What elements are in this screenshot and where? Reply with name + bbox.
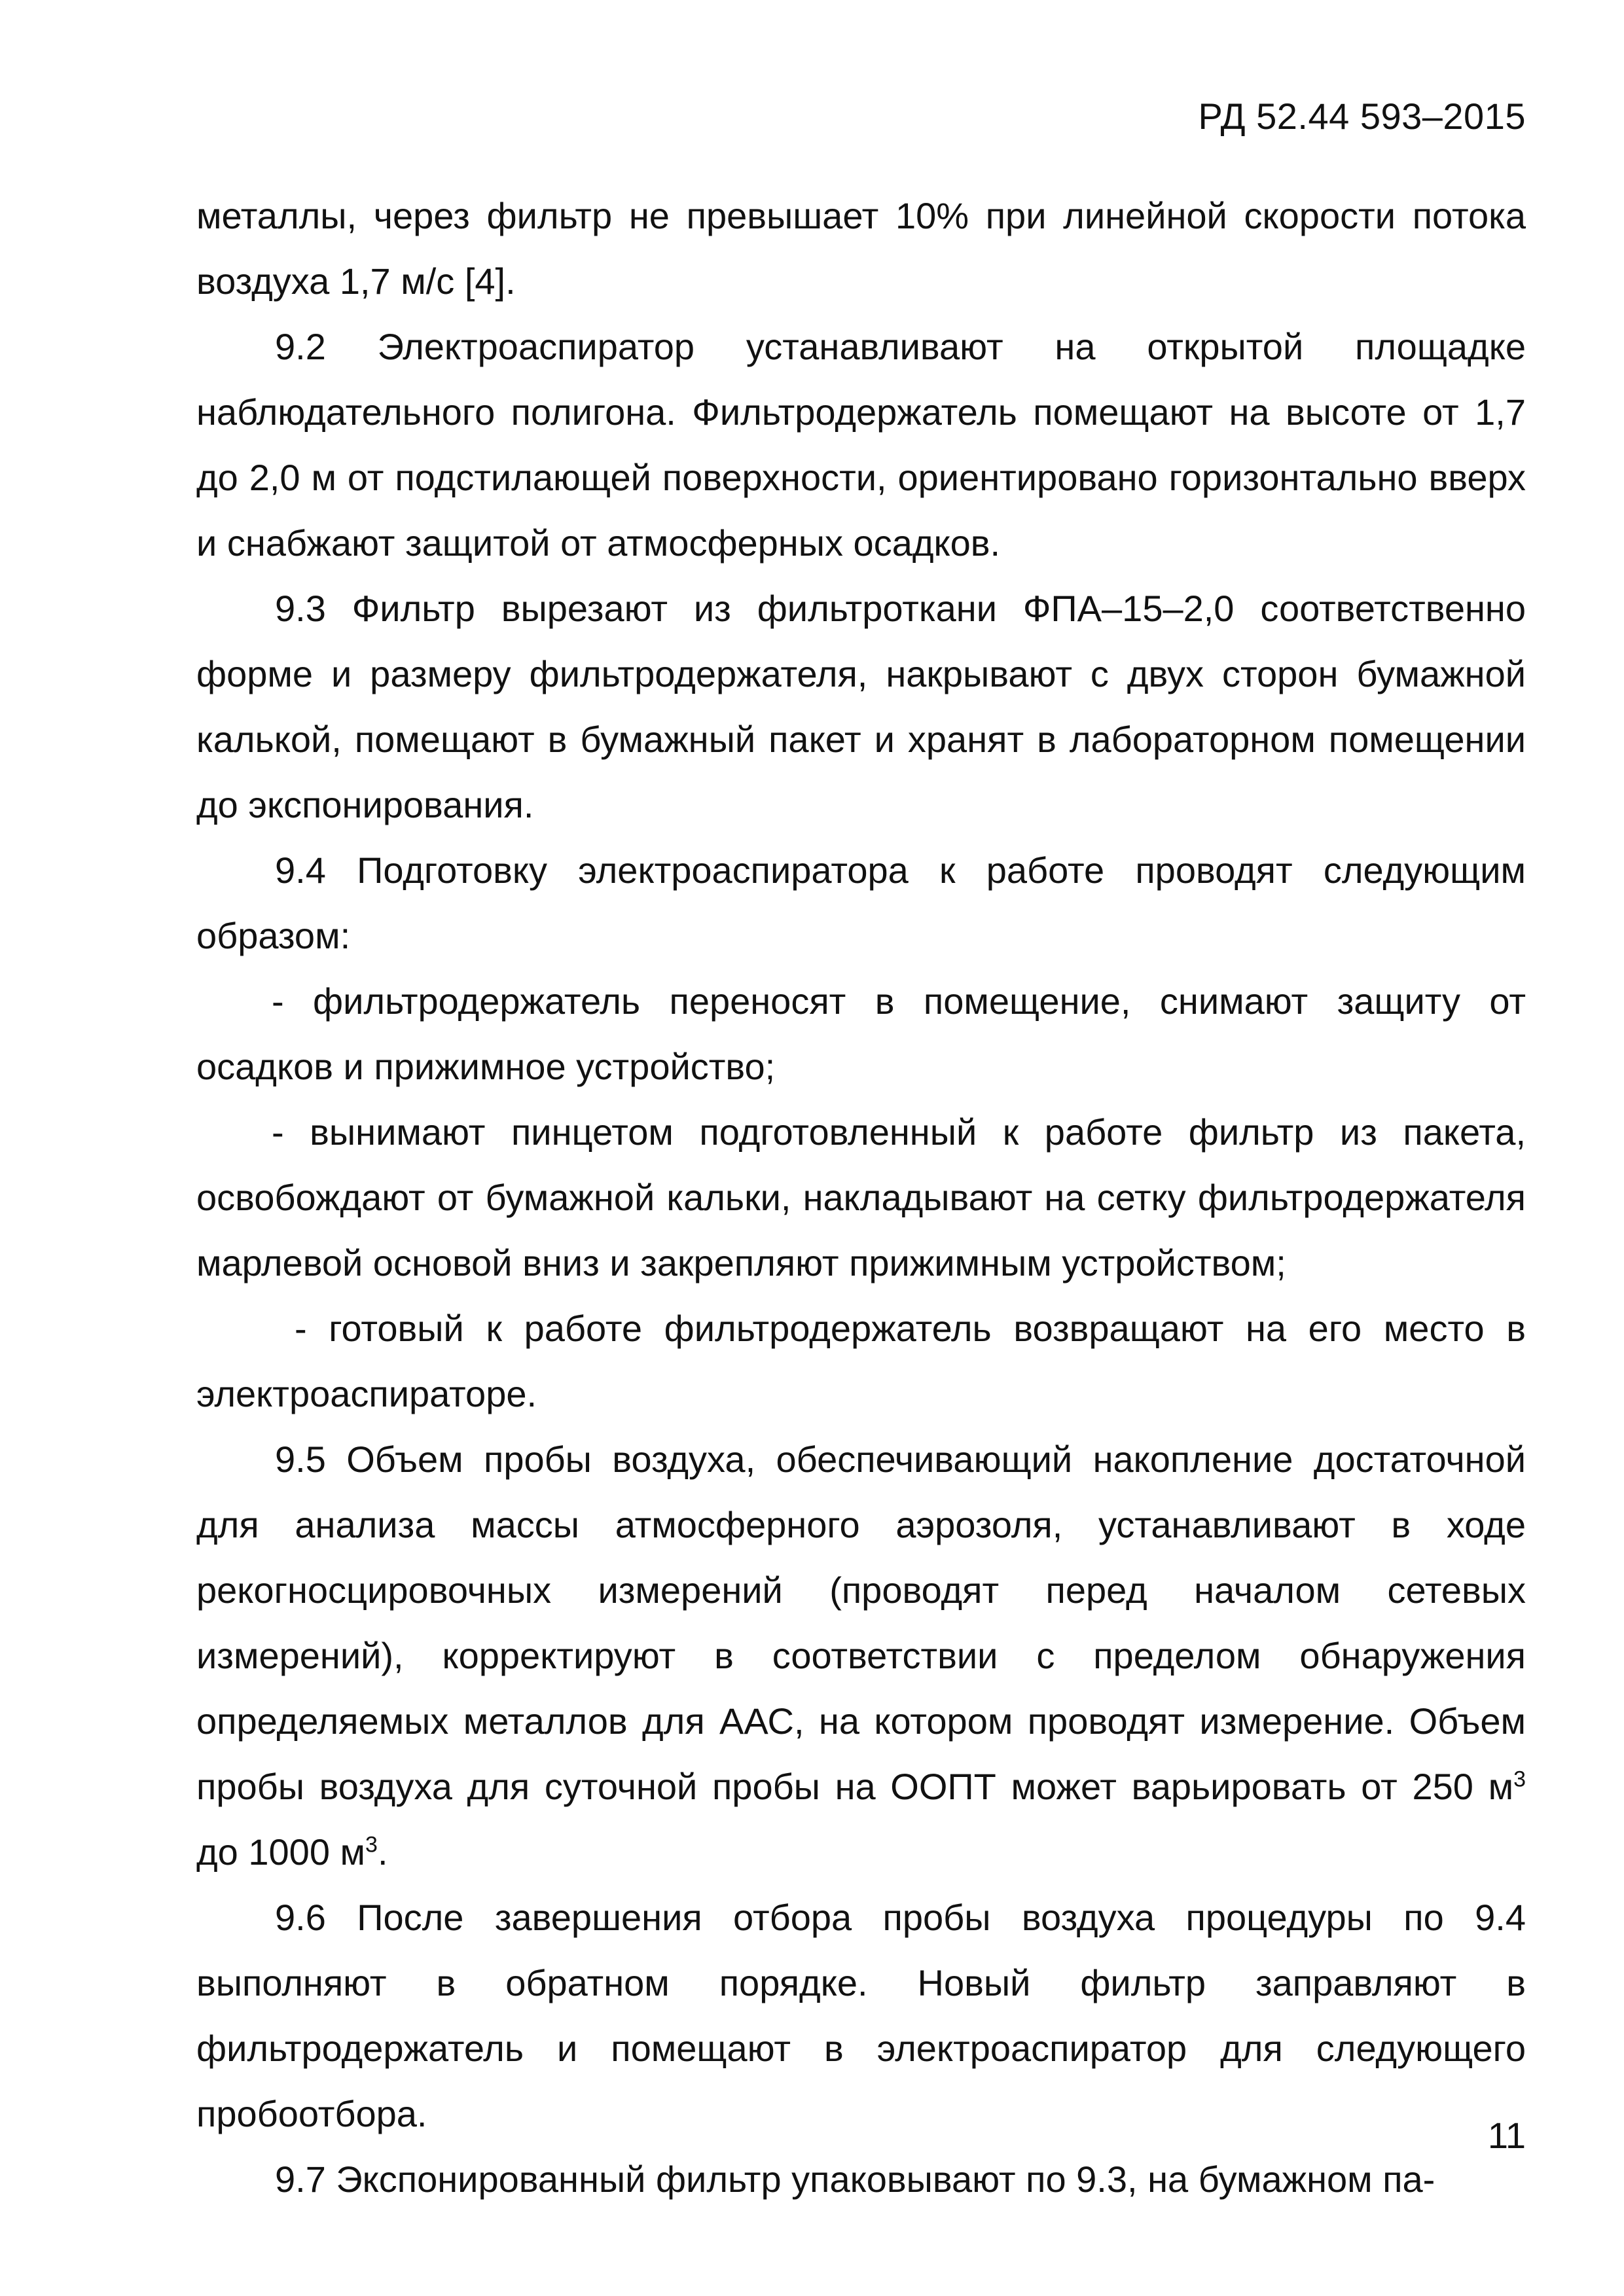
paragraph-9-5-mid-text: до 1000 м xyxy=(196,1831,366,1873)
paragraph-9-2: 9.2 Электроаспиратор устанавливают на открытой площадке наблюдательного полигона. Фильтродержатель помещают на высоте от 1,7 до 2,0 м от подстилающей поверхности, ориентировано горизонтально вверх и снабжают защитой от атмосферных осадков. xyxy=(196,326,1526,564)
list-item-dash-2: - вынимают пинцетом подготовленный к работе фильтр из пакета, освобождают от бумажной кальки, накладывают на сетку фильтродержателя марлевой основой вниз и закрепляют прижимным устройством; xyxy=(196,1111,1526,1283)
paragraph-9-3: 9.3 Фильтр вырезают из фильтроткани ФПА–15–2,0 соответственно форме и размеру фильтродержателя, накрывают с двух сторон бумажной калькой, помещают в бумажный пакет и хранят в лабораторном помещении до экспонирования. xyxy=(196,588,1526,825)
paragraph-continuation: металлы, через фильтр не превышает 10% при линейной скорости потока воздуха 1,7 м/с [4]. xyxy=(196,195,1526,302)
paragraph-9-5-main-text: 9.5 Объем пробы воздуха, обеспечивающий накопление достаточной для анализа массы атмосферного аэрозоля, устанавливают в ходе рекогносцировочных измерений (проводят перед началом сетевых измерений), корректируют в соответствии с пределом обнаружения определяемых металлов для ААС, на котором проводят измерение. Объем пробы воздуха для суточной пробы на ООПТ может варьировать от 250 м xyxy=(196,1439,1526,1807)
paragraph-9-7: 9.7 Экспонированный фильтр упаковывают по 9.3, на бумажном па- xyxy=(275,2159,1435,2200)
document-code-header: РД 52.44 593–2015 xyxy=(1198,96,1526,137)
list-item-dash-3: - готовый к работе фильтродержатель возвращают на его место в электроаспираторе. xyxy=(196,1308,1526,1414)
document-body xyxy=(196,183,1526,2212)
superscript-cubic-1: 3 xyxy=(1513,1767,1526,1792)
paragraph-9-6: 9.6 После завершения отбора пробы воздуха процедуры по 9.4 выполняют в обратном порядке. Новый фильтр заправляют в фильтродержатель и помещают в электроаспиратор для следующего пробоотбора. xyxy=(196,1897,1526,2134)
page-number: 11 xyxy=(1487,2115,1526,2156)
paragraph-9-5 xyxy=(196,1427,1526,1885)
list-item-dash-1: - фильтродержатель переносят в помещение, снимают защиту от осадков и прижимное устройство; xyxy=(196,980,1526,1087)
paragraph-9-4: 9.4 Подготовку электроаспиратора к работе проводят следующим образом: xyxy=(196,850,1526,956)
superscript-cubic-2: 3 xyxy=(365,1832,378,1857)
paragraph-9-5-end-text: . xyxy=(377,1831,388,1873)
